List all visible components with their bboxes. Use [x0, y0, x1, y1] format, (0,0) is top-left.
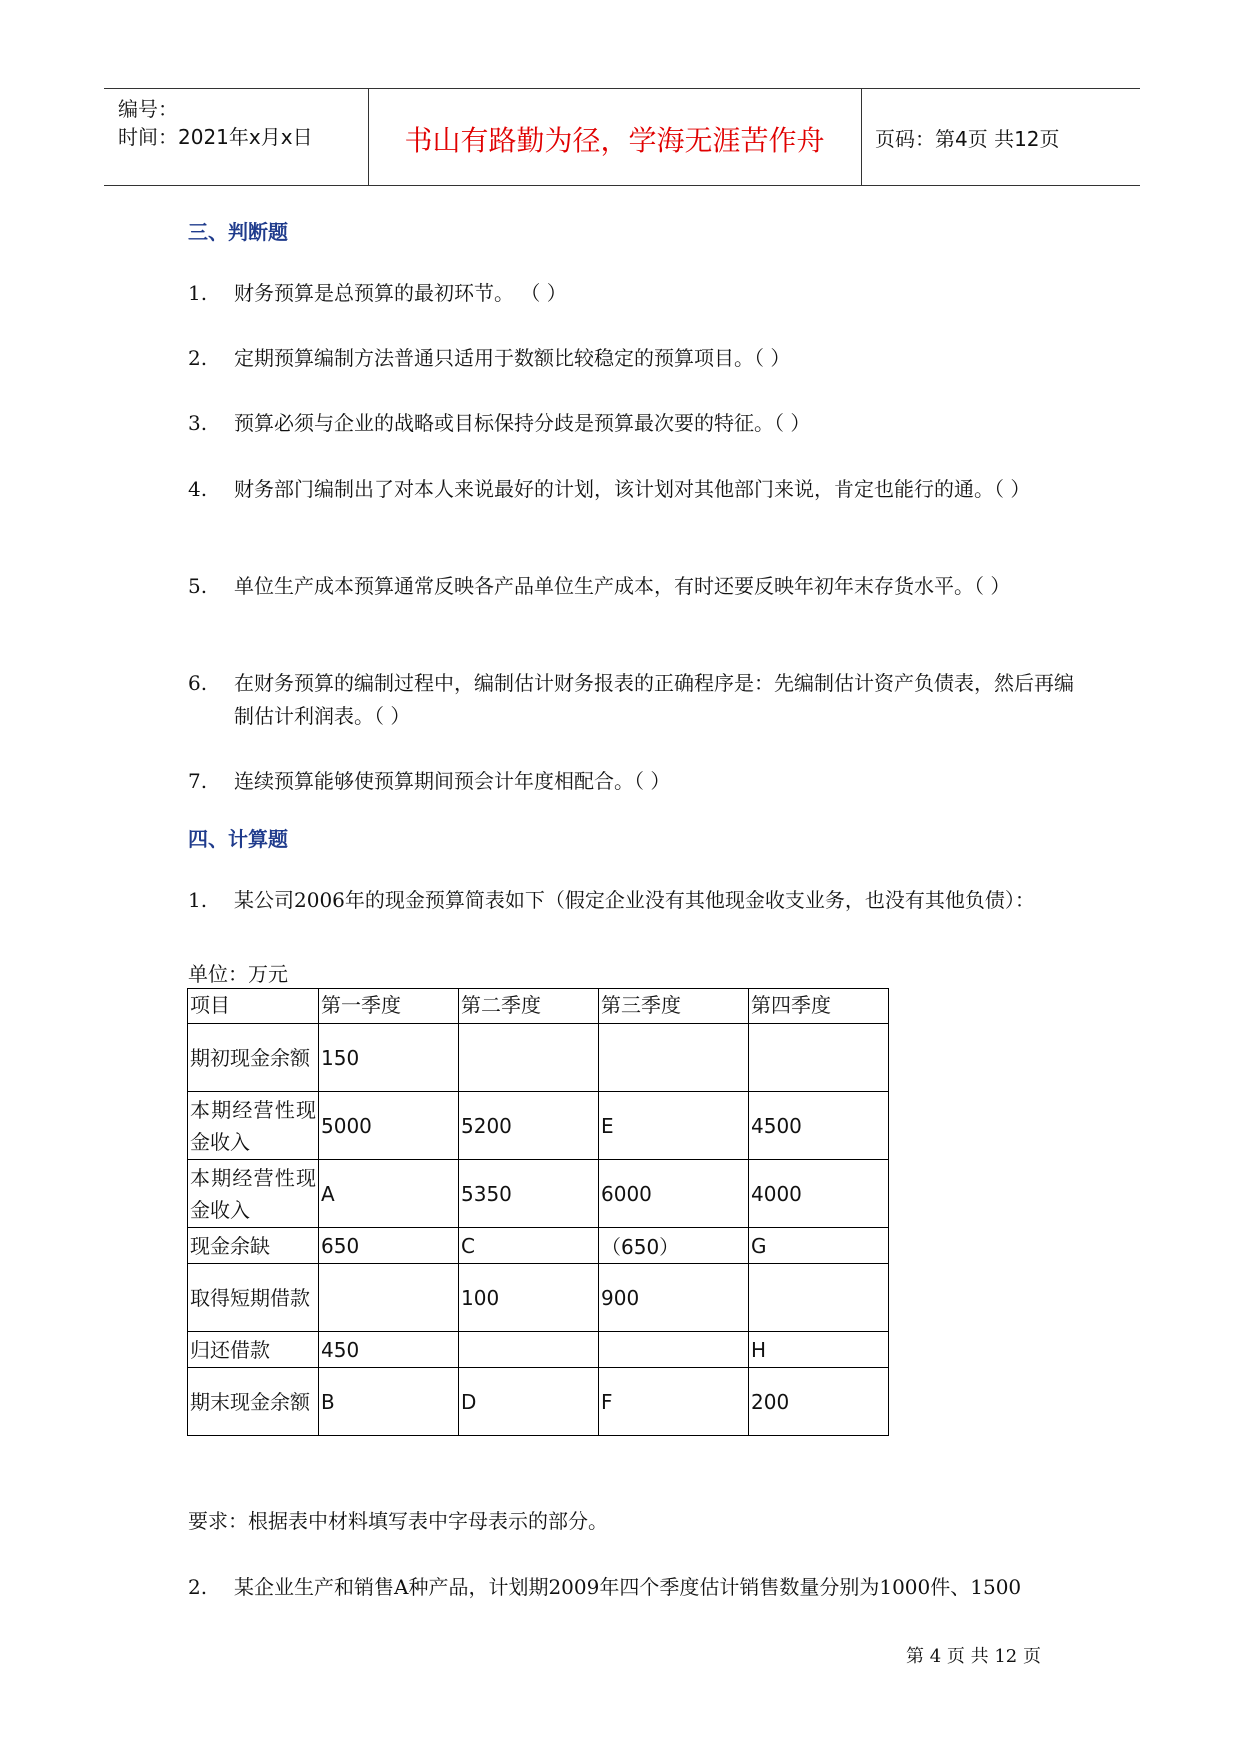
- page-header: [104, 88, 1140, 186]
- question-number: 1.: [188, 281, 208, 305]
- table-cell: B: [319, 1368, 459, 1436]
- question-number: 2.: [188, 1575, 208, 1599]
- requirement-text: 要求：根据表中材料填写表中字母表示的部分。: [188, 1509, 608, 1533]
- header-page-cell: [861, 89, 1140, 185]
- header-motto-cell: [368, 89, 862, 185]
- table-row: [188, 1228, 889, 1264]
- table-row: [188, 1160, 889, 1228]
- table-cell: 200: [749, 1368, 889, 1436]
- table-cell: 650: [319, 1228, 459, 1264]
- table-header-row: [188, 989, 889, 1024]
- header-meta-cell: [104, 89, 369, 185]
- motto: 书山有路勤为径，学海无涯苦作舟: [404, 124, 825, 157]
- table-cell: 100: [459, 1264, 599, 1332]
- table-row: [188, 1092, 889, 1160]
- table-cell: 5000: [319, 1092, 459, 1160]
- row-label: 本期经营性现金收入: [188, 1160, 319, 1228]
- question-text: 财务部门编制出了对本人来说最好的计划，该计划对其他部门来说，肯定也能行的通。（ ）: [234, 477, 1031, 501]
- row-label: 取得短期借款: [188, 1264, 319, 1332]
- page-label: 页码：第4页 共12页: [875, 127, 1060, 151]
- question-number: 7.: [188, 769, 208, 793]
- table-cell: [749, 1024, 889, 1092]
- table-cell: [599, 1332, 749, 1368]
- table-header: 第三季度: [599, 989, 749, 1024]
- table-cell: 5350: [459, 1160, 599, 1228]
- table-cell: 5200: [459, 1092, 599, 1160]
- table-cell: [749, 1264, 889, 1332]
- cash-budget-table: [187, 988, 889, 1436]
- question-text: 财务预算是总预算的最初环节。 （ ）: [234, 281, 567, 305]
- number-label: 编号：: [118, 97, 178, 121]
- question-text: 某公司2006年的现金预算简表如下（假定企业没有其他现金收支业务，也没有其他负债）：: [234, 888, 1035, 912]
- question-number: 6.: [188, 671, 208, 695]
- time-label: 时间：2021年x月x日: [118, 125, 313, 149]
- table-cell: （650）: [599, 1228, 749, 1264]
- table-cell: 4000: [749, 1160, 889, 1228]
- table-row: [188, 1264, 889, 1332]
- table-cell: 150: [319, 1024, 459, 1092]
- table-cell: [599, 1024, 749, 1092]
- question-number: 4.: [188, 477, 208, 501]
- table-header: 第四季度: [749, 989, 889, 1024]
- table-cell: H: [749, 1332, 889, 1368]
- row-label: 期末现金余额: [188, 1368, 319, 1436]
- question-text: 某企业生产和销售A种产品，计划期2009年四个季度估计销售数量分别为1000件、1500: [234, 1575, 1022, 1599]
- question-number: 5.: [188, 574, 208, 598]
- question-number: 2.: [188, 346, 208, 370]
- table-cell: 900: [599, 1264, 749, 1332]
- row-label: 现金余缺: [188, 1228, 319, 1264]
- question-text: 连续预算能够使预算期间预会计年度相配合。（ ）: [234, 769, 671, 793]
- question-text: 单位生产成本预算通常反映各产品单位生产成本，有时还要反映年初年末存货水平。（ ）: [234, 574, 1011, 598]
- table-cell: [319, 1264, 459, 1332]
- section-title-calculation: 四、计算题: [188, 827, 288, 851]
- table-cell: C: [459, 1228, 599, 1264]
- question-text: 在财务预算的编制过程中，编制估计财务报表的正确程序是：先编制估计资产负债表，然后再编制估计利润表。（ ）: [234, 671, 1074, 728]
- table-header: 第二季度: [459, 989, 599, 1024]
- table-cell: A: [319, 1160, 459, 1228]
- question-number: 1.: [188, 888, 208, 912]
- row-label: 归还借款: [188, 1332, 319, 1368]
- page-footer: 第 4 页 共 12 页: [906, 1646, 1041, 1667]
- table-cell: F: [599, 1368, 749, 1436]
- table-row: [188, 1368, 889, 1436]
- table-cell: 4500: [749, 1092, 889, 1160]
- table-row: [188, 1332, 889, 1368]
- table-cell: 6000: [599, 1160, 749, 1228]
- question-number: 3.: [188, 411, 208, 435]
- table-cell: [459, 1332, 599, 1368]
- row-label: 本期经营性现金收入: [188, 1092, 319, 1160]
- unit-label: 单位：万元: [188, 962, 288, 986]
- table-cell: 450: [319, 1332, 459, 1368]
- question-text: 定期预算编制方法普通只适用于数额比较稳定的预算项目。（ ）: [234, 346, 791, 370]
- table-cell: D: [459, 1368, 599, 1436]
- table-header: 项目: [188, 989, 319, 1024]
- row-label: 期初现金余额: [188, 1024, 319, 1092]
- table-row: [188, 1024, 889, 1092]
- table-header: 第一季度: [319, 989, 459, 1024]
- section-title-judgment: 三、判断题: [188, 220, 288, 244]
- table-cell: [459, 1024, 599, 1092]
- table-cell: E: [599, 1092, 749, 1160]
- table-cell: G: [749, 1228, 889, 1264]
- question-text: 预算必须与企业的战略或目标保持分歧是预算最次要的特征。（ ）: [234, 411, 811, 435]
